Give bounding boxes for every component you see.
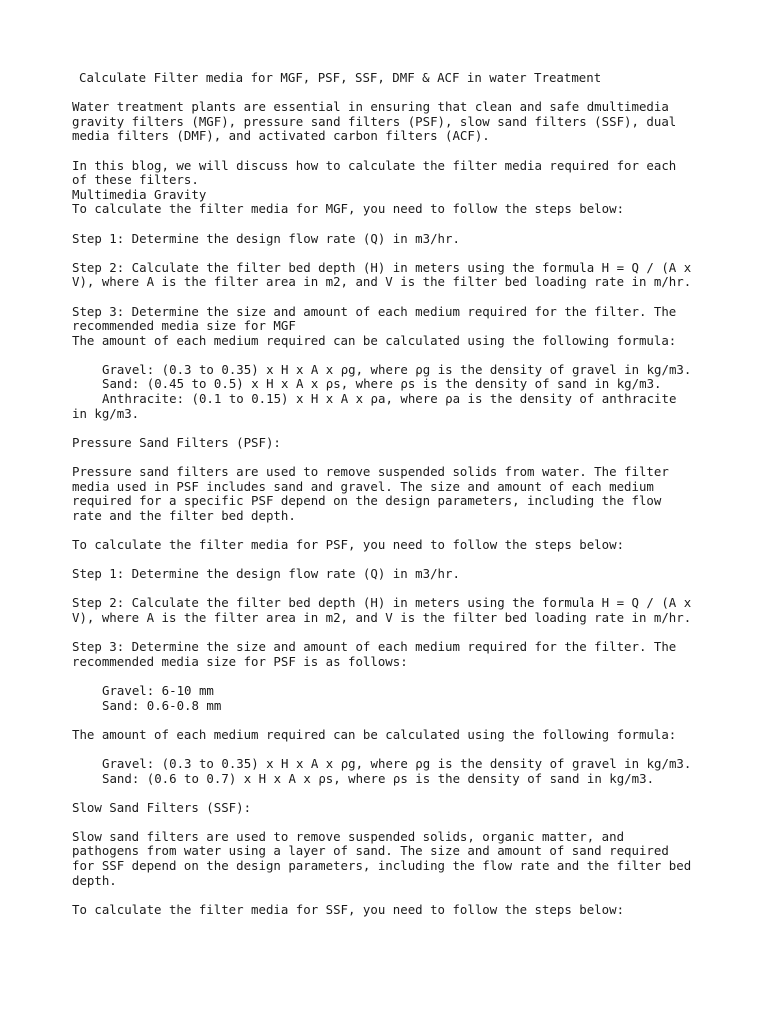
ssf-steps-intro: To calculate the filter media for SSF, you need to follow the steps below: (72, 901, 625, 917)
formula-line: Gravel: (0.3 to 0.35) x H x A x ρg, where ρg is the density of gravel in kg/m3. (102, 755, 692, 771)
spacer (72, 888, 712, 903)
text-line: media used in PSF includes sand and gravel. The size and amount of each medium (72, 478, 654, 494)
mgf-steps-intro: To calculate the filter media for MGF, you need to follow the steps below: (72, 201, 625, 217)
mgf-heading: Multimedia Gravity (72, 186, 207, 202)
spacer (72, 246, 712, 261)
blog-intro-paragraph (72, 159, 712, 188)
spacer (72, 86, 712, 101)
document-title: Calculate Filter media for MGF, PSF, SSF, DMF & ACF in water Treatment (79, 70, 602, 85)
psf-description (72, 465, 712, 523)
ssf-heading: Slow Sand Filters (SSF): (72, 799, 252, 815)
mgf-section (72, 188, 712, 422)
text-line: The amount of each medium required can be calculated using the following formula: (72, 332, 677, 348)
text-line: required for a specific PSF depend on the design parameters, including the flow (72, 493, 662, 509)
text-line: depth. (72, 872, 117, 888)
psf-heading: Pressure Sand Filters (PSF): (72, 434, 281, 450)
size-line: Sand: 0.6-0.8 mm (102, 697, 222, 713)
text-line: Step 2: Calculate the filter bed depth (H) in meters using the formula H = Q / (A x (72, 595, 692, 611)
spacer (72, 144, 712, 159)
mgf-step-1: Step 1: Determine the design flow rate (Q) in m3/hr. (72, 230, 460, 246)
spacer (72, 713, 712, 728)
text-line: Slow sand filters are used to remove suspended solids, organic matter, and (72, 828, 625, 844)
text-line: Step 2: Calculate the filter bed depth (H) in meters using the formula H = Q / (A x (72, 259, 692, 275)
formula-line: Gravel: (0.3 to 0.35) x H x A x ρg, where ρg is the density of gravel in kg/m3. (102, 361, 692, 377)
psf-size-list (72, 684, 712, 713)
text-line: of these filters. (72, 172, 199, 188)
spacer (72, 348, 712, 363)
psf-step-2 (72, 596, 712, 625)
mgf-step-3 (72, 305, 712, 349)
text-line: V), where A is the filter area in m2, and V is the filter bed loading rate in m/hr. (72, 274, 692, 290)
text-line: Pressure sand filters are used to remove suspended solids from water. The filter (72, 464, 669, 480)
spacer (72, 669, 712, 684)
spacer (72, 553, 712, 568)
intro-paragraph (72, 100, 712, 144)
text-line: Step 3: Determine the size and amount of each medium required for the filter. The (72, 639, 677, 655)
text-line: media filters (DMF), and activated carbon filters (ACF). (72, 128, 490, 144)
psf-formula-intro: The amount of each medium required can be calculated using the following formula: (72, 726, 677, 742)
spacer (72, 786, 712, 801)
size-line: Gravel: 6-10 mm (102, 682, 214, 698)
formula-line-wrap: in kg/m3. (72, 405, 140, 421)
text-line: V), where A is the filter area in m2, and V is the filter bed loading rate in m/hr. (72, 609, 692, 625)
psf-steps-intro: To calculate the filter media for PSF, you need to follow the steps below: (72, 537, 625, 552)
spacer (72, 626, 712, 641)
spacer (72, 450, 712, 465)
spacer (72, 290, 712, 305)
spacer (72, 582, 712, 597)
document-page (72, 71, 712, 917)
formula-line: Sand: (0.45 to 0.5) x H x A x ρs, where ρs is the density of sand in kg/m3. (102, 376, 662, 392)
text-line: In this blog, we will discuss how to calculate the filter media required for each (72, 157, 677, 173)
text-line: recommended media size for PSF is as follows: (72, 653, 408, 669)
ssf-description (72, 830, 712, 888)
psf-formula-list (72, 757, 712, 786)
text-line: rate and the filter bed depth. (72, 507, 296, 523)
mgf-step-2 (72, 261, 712, 290)
psf-step-3 (72, 640, 712, 669)
spacer (72, 217, 712, 232)
spacer (72, 815, 712, 830)
psf-step-1: Step 1: Determine the design flow rate (Q) in m3/hr. (72, 566, 460, 582)
text-line: pathogens from water using a layer of sand. The size and amount of sand required (72, 843, 669, 859)
formula-line: Anthracite: (0.1 to 0.15) x H x A x ρa, where ρa is the density of anthracite (102, 391, 677, 407)
spacer (72, 742, 712, 757)
spacer (72, 421, 712, 436)
text-line: recommended media size for MGF (72, 318, 296, 334)
mgf-formula-list (72, 363, 712, 421)
formula-line: Sand: (0.6 to 0.7) x H x A x ρs, where ρs is the density of sand in kg/m3. (102, 770, 655, 786)
text-line: gravity filters (MGF), pressure sand filters (PSF), slow sand filters (SSF), dual (72, 113, 677, 129)
text-line: Step 3: Determine the size and amount of each medium required for the filter. The (72, 303, 677, 319)
text-line: for SSF depend on the design parameters, including the flow rate and the filter bed (72, 858, 692, 874)
text-line: Water treatment plants are essential in ensuring that clean and safe dmultimedia (72, 99, 669, 115)
psf-section (72, 436, 712, 786)
spacer (72, 523, 712, 538)
ssf-section (72, 801, 712, 918)
